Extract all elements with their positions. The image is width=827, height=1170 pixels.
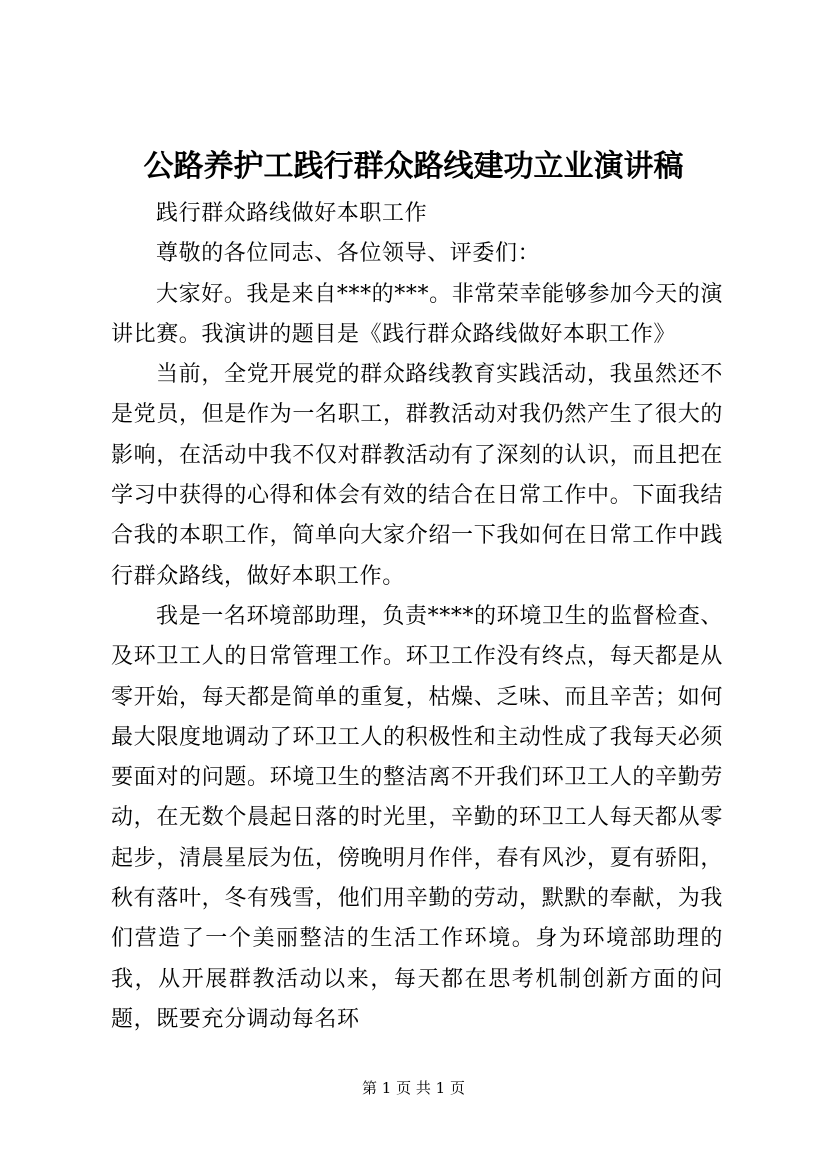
paragraph-background: 当前，全党开展党的群众路线教育实践活动，我虽然还不是党员，但是作为一名职工，群教活动对我仍然产生了很大的影响，在活动中我不仅对群教活动有了深刻的认识，而且把在学习中获得的心得和体会有效的结合在日常工作中。下面我结合我的本职工作，简单向大家介绍一下我如何在日常工作中践行群众路线，做好本职工作。 xyxy=(111,362,723,589)
page-number-footer: 第 1 页 共 1 页 xyxy=(362,1079,465,1097)
paragraph-role: 我是一名环境部助理，负责****的环境卫生的监督检查、及环卫工人的日常管理工作。环卫工作没有终点，每天都是从零开始，每天都是简单的重复，枯燥、乏味、而且辛苦；如何最大限度地调动了环卫工人的积极性和主动性成了我每天必须要面对的问题。环境卫生的整洁离不开我们环卫工人的辛勤劳动，在无数个晨起日落的时光里，辛勤的环卫工人每天都从零起步，清晨星辰为伍，傍晚明月作伴，春有风沙，夏有骄阳，秋有落叶，冬有残雪，他们用辛勤的劳动，默默的奉献，为我们营造了一个美丽整洁的生活工作环境。身为环境部助理的我，从开展群教活动以来，每天都在思考机制创新方面的问题，既要充分调动每名环 xyxy=(111,603,723,1032)
paragraph-salutation: 尊敬的各位同志、各位领导、评委们： xyxy=(156,241,541,267)
document-title: 公路养护工践行群众路线建功立业演讲稿 xyxy=(143,149,684,184)
document-body xyxy=(111,194,723,1040)
paragraph-greeting: 大家好。我是来自***的***。非常荣幸能够参加今天的演讲比赛。我演讲的题目是《践行群众路线做好本职工作》 xyxy=(111,281,723,347)
paragraph-subtitle: 践行群众路线做好本职工作 xyxy=(156,201,428,226)
